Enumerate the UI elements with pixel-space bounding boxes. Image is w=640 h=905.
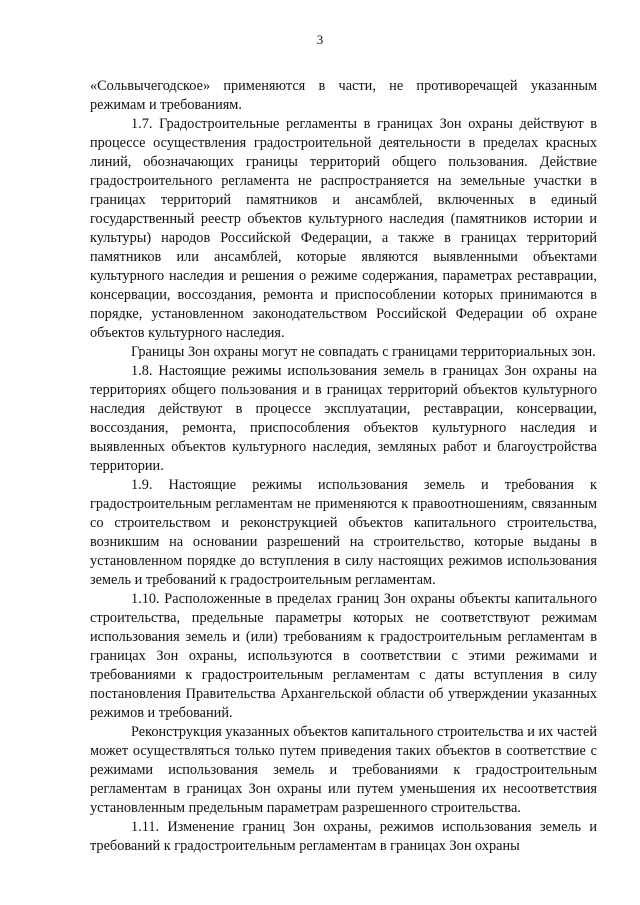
paragraph-1-11: 1.11. Изменение границ Зон охраны, режимов использования земель и требований к градостроительным регламентам в границах Зон охраны [90,819,597,854]
paragraph-1-10: 1.10. Расположенные в пределах границ Зон охраны объекты капитального строительства, предельные параметры которых не соответствуют режимам использования земель и (или) требованиям к градостроительным регламентам в границах Зон охраны, используются в соответствии с этими режимами и требованиями к градостроительным регламентам с даты вступления в силу постановления Правительства Архангельской области об утверждении указанных режимов и требований. [90,591,597,721]
paragraph-zone-boundaries: Границы Зон охраны могут не совпадать с границами территориальных зон. [131,344,596,360]
paragraph-continuation: «Сольвычегодское» применяются в части, не противоречащей указанным режимам и требованиям. [90,78,597,113]
paragraph-1-8: 1.8. Настоящие режимы использования земель в границах Зон охраны на территориях общего пользования и в границах территорий объектов культурного наследия действуют в процессе эксплуатации, реставрации, консервации, воссоздания, ремонта, приспособления объектов культурного наследия и выявленных объектов культурного наследия, земляных работ и благоустройства территории. [90,363,597,474]
page-number: 3 [316,32,324,47]
document-body [90,77,597,856]
paragraph-reconstruction: Реконструкция указанных объектов капитального строительства и их частей может осуществляться только путем приведения таких объектов в соответствие с режимами использования земель и требованиями к градостроительным регламентам в границах Зон охраны или путем уменьшения их несоответствия установленным предельным параметрам разрешенного строительства. [90,724,597,816]
paragraph-1-9: 1.9. Настоящие режимы использования земель и требования к градостроительным регламентам не применяются к правоотношениям, связанным со строительством и реконструкцией объектов капитального строительства, возникшим на основании разрешений на строительство, которые выданы в установленном порядке до вступления в силу настоящих режимов использования земель и требований к градостроительным регламентам. [90,477,597,588]
paragraph-1-7: 1.7. Градостроительные регламенты в границах Зон охраны действуют в процессе осуществления градостроительной деятельности в пределах красных линий, обозначающих границы территорий общего пользования. Действие градостроительного регламента не распространяется на земельные участки в границах территорий памятников и ансамблей, включенных в единый государственный реестр объектов культурного наследия (памятников истории и культуры) народов Российской Федерации, а также в границах территорий памятников или ансамблей, которые являются выявленными объектами культурного наследия и решения о режиме содержания, параметрах реставрации, консервации, воссоздания, ремонта и приспособлении которых принимаются в порядке, установленном законодательством Российской Федерации об охране объектов культурного наследия. [90,116,597,341]
